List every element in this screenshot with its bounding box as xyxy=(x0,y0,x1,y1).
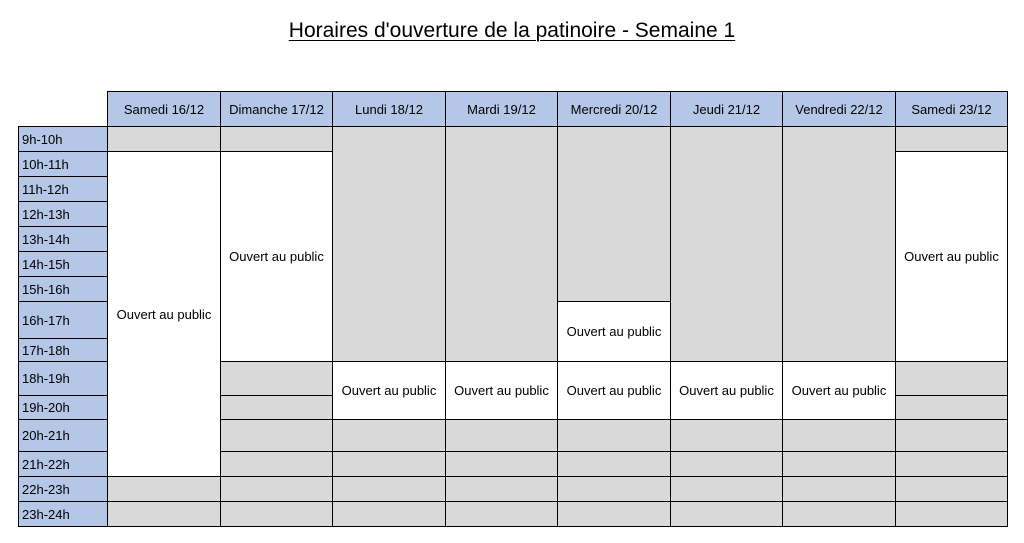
closed-slot xyxy=(220,419,333,452)
closed-slot xyxy=(445,476,558,502)
day-header: Lundi 18/12 xyxy=(332,91,446,127)
closed-slot xyxy=(220,476,333,502)
time-slot-label: 9h-10h xyxy=(18,126,108,152)
time-slot-label: 13h-14h xyxy=(18,226,108,252)
closed-slot xyxy=(782,451,896,477)
closed-slot xyxy=(107,476,221,502)
closed-slot xyxy=(445,419,558,452)
closed-slot xyxy=(557,451,671,477)
day-header: Vendredi 22/12 xyxy=(782,91,896,127)
closed-slot xyxy=(782,501,896,527)
closed-slot xyxy=(220,501,333,527)
closed-slot xyxy=(670,451,783,477)
time-slot-label: 14h-15h xyxy=(18,251,108,277)
day-header: Samedi 23/12 xyxy=(895,91,1008,127)
closed-slot xyxy=(332,126,446,362)
closed-slot xyxy=(220,395,333,420)
closed-slot xyxy=(332,451,446,477)
closed-slot xyxy=(895,395,1008,420)
time-slot-label: 21h-22h xyxy=(18,451,108,477)
closed-slot xyxy=(557,419,671,452)
open-slot: Ouvert au public xyxy=(332,361,446,420)
time-slot-label: 10h-11h xyxy=(18,151,108,177)
day-header: Jeudi 21/12 xyxy=(670,91,783,127)
closed-slot xyxy=(670,126,783,362)
closed-slot xyxy=(895,476,1008,502)
day-header: Samedi 16/12 xyxy=(107,91,221,127)
open-slot: Ouvert au public xyxy=(557,301,671,362)
closed-slot xyxy=(107,501,221,527)
time-slot-label: 19h-20h xyxy=(18,395,108,420)
time-slot-label: 22h-23h xyxy=(18,476,108,502)
closed-slot xyxy=(895,419,1008,452)
closed-slot xyxy=(670,476,783,502)
closed-slot xyxy=(895,451,1008,477)
closed-slot xyxy=(445,126,558,362)
closed-slot xyxy=(220,451,333,477)
time-slot-label: 11h-12h xyxy=(18,176,108,202)
closed-slot xyxy=(895,361,1008,396)
time-slot-label: 18h-19h xyxy=(18,361,108,396)
page-title: Horaires d'ouverture de la patinoire - Semaine 1 xyxy=(288,19,736,42)
closed-slot xyxy=(557,126,671,302)
closed-slot xyxy=(782,126,896,362)
closed-slot xyxy=(782,419,896,452)
day-header: Dimanche 17/12 xyxy=(220,91,333,127)
closed-slot xyxy=(670,419,783,452)
open-slot: Ouvert au public xyxy=(445,361,558,420)
closed-slot xyxy=(895,501,1008,527)
time-slot-label: 16h-17h xyxy=(18,301,108,339)
time-slot-label: 12h-13h xyxy=(18,201,108,227)
time-slot-label: 15h-16h xyxy=(18,276,108,302)
open-slot: Ouvert au public xyxy=(670,361,783,420)
closed-slot xyxy=(332,476,446,502)
day-header: Mardi 19/12 xyxy=(445,91,558,127)
open-slot: Ouvert au public xyxy=(782,361,896,420)
closed-slot xyxy=(220,361,333,396)
closed-slot xyxy=(445,501,558,527)
closed-slot xyxy=(332,419,446,452)
closed-slot xyxy=(445,451,558,477)
open-slot: Ouvert au public xyxy=(107,151,221,477)
open-slot: Ouvert au public xyxy=(220,151,333,362)
closed-slot xyxy=(332,501,446,527)
time-slot-label: 17h-18h xyxy=(18,338,108,362)
closed-slot xyxy=(557,476,671,502)
closed-slot xyxy=(220,126,333,152)
closed-slot xyxy=(670,501,783,527)
closed-slot xyxy=(782,476,896,502)
day-header: Mercredi 20/12 xyxy=(557,91,671,127)
closed-slot xyxy=(895,126,1008,152)
closed-slot xyxy=(557,501,671,527)
open-slot: Ouvert au public xyxy=(557,361,671,420)
closed-slot xyxy=(107,126,221,152)
open-slot: Ouvert au public xyxy=(895,151,1008,362)
time-slot-label: 23h-24h xyxy=(18,501,108,527)
time-slot-label: 20h-21h xyxy=(18,419,108,452)
